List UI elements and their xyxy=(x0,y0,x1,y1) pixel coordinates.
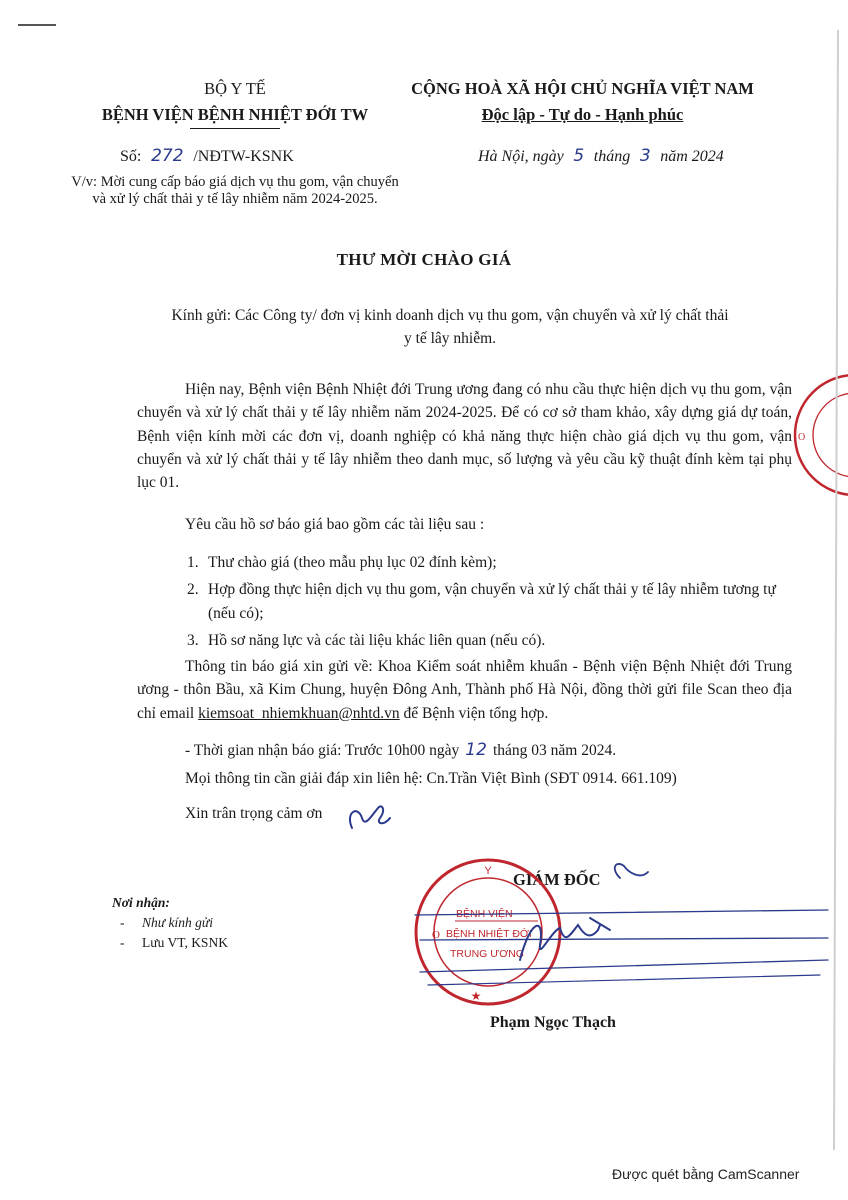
date-month: 3 xyxy=(639,146,651,166)
country-name: CỘNG HOÀ XÃ HỘI CHỦ NGHĨA VIỆT NAM xyxy=(411,79,754,98)
deadline-line xyxy=(185,740,616,760)
list-item xyxy=(187,578,797,625)
addressee: Kính gửi: Các Công ty/ đơn vị kinh doanh dịch vụ thu gom, vận chuyển và xử lý chất thải y tế lây nhiễm. xyxy=(171,307,729,347)
date-prefix: Hà Nội, ngày xyxy=(478,148,564,165)
edge-stamp xyxy=(795,375,848,495)
deadline-text-end: tháng 03 năm 2024. xyxy=(492,742,617,759)
recipients-title: Nơi nhận: xyxy=(112,895,170,910)
submission-text-end: để Bệnh viện tổng hợp. xyxy=(403,704,549,722)
signer-name: Phạm Ngọc Thạch xyxy=(490,1014,616,1031)
stamp-star-bottom: ★ xyxy=(470,989,482,1003)
list-item-text: Hồ sơ năng lực và các tài liệu khác liên quan (nếu có). xyxy=(208,631,546,649)
document-number-value: 272 xyxy=(151,146,184,166)
list-item-text: Hợp đồng thực hiện dịch vụ thu gom, vận chuyển và xử lý chất thải y tế lây nhiễm tương tự (nếu có); xyxy=(208,581,776,622)
stamp-line: BỆNH NHIỆT ĐỚI xyxy=(446,928,532,940)
list-item xyxy=(187,551,797,574)
recipient-item: - Như kính gửi xyxy=(142,913,228,933)
list-item xyxy=(187,629,797,652)
document-title: THƯ MỜI CHÀO GIÁ xyxy=(336,250,512,269)
date-year: năm 2024 xyxy=(660,148,724,165)
stamp-circle-left: O xyxy=(432,929,440,941)
handwritten-initial xyxy=(350,806,390,828)
deadline-text: - Thời gian nhận báo giá: Trước 10h00 ngày xyxy=(185,742,460,759)
document-number-label: Số: xyxy=(120,148,142,165)
scanner-watermark: Được quét bằng CamScanner xyxy=(612,1166,800,1182)
intro-paragraph: Hiện nay, Bệnh viện Bệnh Nhiệt đới Trung ương đang có nhu cầu thực hiện dịch vụ thu gom, vận chuyển và xử lý chất thải y tế lây nhiễm năm 2024-2025. Để có cơ sở tham khảo, xây dựng giá dự toán, Bệnh viện kính mời các đơn vị, doanh nghiệp có khả năng thực hiện chào giá dịch vụ thu gom, vận chuyển và xử lý chất thải y tế lây nhiễm theo danh mục, số lượng và yêu cầu kỹ thuật đính kèm tại phụ lục 01. xyxy=(137,381,792,492)
thanks-line xyxy=(185,805,322,823)
email-link[interactable]: kiemsoat_nhiemkhuan@nhtd.vn xyxy=(198,704,400,722)
contact-line: Mọi thông tin cần giải đáp xin liên hệ: Cn.Trần Việt Bình (SĐT 0914. 661.109) xyxy=(185,770,677,787)
document-number-suffix: /NĐTW-KSNK xyxy=(193,148,294,165)
hospital-name: BỆNH VIỆN BỆNH NHIỆT ĐỚI TW xyxy=(101,105,369,124)
recipient-item: - Lưu VT, KSNK xyxy=(142,933,228,953)
ministry-name: BỘ Y TẾ xyxy=(204,79,266,98)
date-day: 5 xyxy=(573,146,585,166)
thanks-text: Xin trân trọng cảm ơn xyxy=(185,805,323,822)
signer-role: GIÁM ĐỐC xyxy=(513,870,601,889)
motto: Độc lập - Tự do - Hạnh phúc xyxy=(481,105,684,124)
stamp-star-top: Y xyxy=(484,865,492,877)
issuer-block xyxy=(70,76,400,129)
edge-stamp-mark: O xyxy=(798,432,806,443)
stamp-line: TRUNG ƯƠNG xyxy=(450,948,524,960)
date-month-label: tháng xyxy=(593,148,631,165)
stamp-line: BỆNH VIỆN xyxy=(456,908,513,920)
document-date xyxy=(478,146,724,166)
list-item-text: Thư chào giá (theo mẫu phụ lục 02 đính kèm); xyxy=(208,554,497,571)
deadline-day: 12 xyxy=(465,740,487,760)
issuer-underline xyxy=(190,128,280,129)
page-edge xyxy=(834,30,838,1150)
requirements-intro: Yêu cầu hồ sơ báo giá bao gồm các tài liệu sau : xyxy=(185,516,485,533)
national-header xyxy=(395,76,770,128)
subject-line: V/v: Mời cung cấp báo giá dịch vụ thu gom, vận chuyển và xử lý chất thải y tế lây nhiễm năm 2024-2025. xyxy=(71,174,399,207)
list-item-number: 3. xyxy=(187,631,199,649)
list-item-number: 2. xyxy=(187,581,199,599)
list-item-number: 1. xyxy=(187,554,199,571)
requirements-list xyxy=(187,551,797,656)
document-number xyxy=(120,146,294,166)
submission-text: Thông tin báo giá xin gửi về: Khoa Kiểm soát nhiễm khuẩn - Bệnh viện Bệnh Nhiệt đới Trung ương - thôn Bầu, xã Kim Chung, huyện Đông Anh, Thành phố Hà Nội, đồng thời gửi file Scan theo địa chỉ email xyxy=(137,658,792,722)
handwritten-signature xyxy=(415,864,828,985)
recipients-list xyxy=(142,913,228,953)
scan-mark xyxy=(18,24,56,26)
submission-paragraph xyxy=(137,655,792,725)
